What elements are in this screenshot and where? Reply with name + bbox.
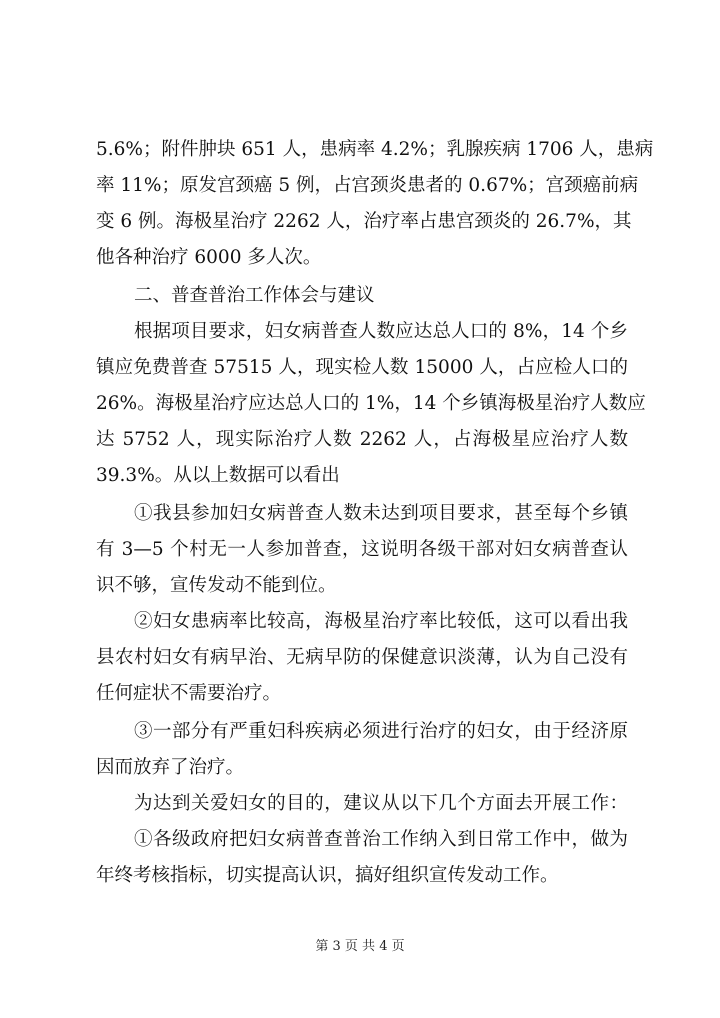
body-line: 任何症状不需要治疗。 [96, 683, 282, 704]
body-line: 率 11%；原发宫颈癌 5 例，占宫颈炎患者的 0.67%；宫颈癌前病 [96, 175, 639, 196]
section-heading: 二、普查普治工作体会与建议 [134, 285, 375, 306]
body-line: 5.6%；附件肿块 651 人，患病率 4.2%；乳腺疾病 1706 人，患病 [96, 139, 654, 160]
body-line: ①我县参加妇女病普查人数未达到项目要求，甚至每个乡镇 [134, 503, 628, 524]
body-line: 26%。海极星治疗应达总人口的 1%，14 个乡镇海极星治疗人数应 [96, 393, 646, 414]
body-line: 达 5752 人，现实际治疗人数 2262 人，占海极星应治疗人数 [96, 429, 628, 450]
body-line: 39.3%。从以上数据可以看出 [96, 465, 340, 486]
body-line: 县农村妇女有病早治、无病早防的保健意识淡薄，认为自己没有 [96, 647, 628, 668]
body-line: 有 3—5 个村无一人参加普查，这说明各级干部对妇女病普查认 [96, 539, 628, 560]
page-footer: 第 3 页 共 4 页 [315, 939, 405, 954]
body-line: ①各级政府把妇女病普查普治工作纳入到日常工作中，做为 [134, 829, 628, 850]
body-line: 变 6 例。海极星治疗 2262 人，治疗率占患宫颈炎的 26.7%，其 [96, 211, 632, 232]
body-line: ③一部分有严重妇科疾病必须进行治疗的妇女，由于经济原 [134, 721, 628, 742]
body-line: 识不够，宣传发动不能到位。 [96, 575, 337, 596]
body-line: 根据项目要求，妇女病普查人数应达总人口的 8%，14 个乡 [134, 321, 628, 342]
body-line: ②妇女患病率比较高，海极星治疗率比较低，这可以看出我 [134, 611, 628, 632]
body-line: 他各种治疗 6000 多人次。 [96, 247, 322, 268]
body-line: 镇应免费普查 57515 人，现实检人数 15000 人，占应检人口的 [96, 357, 628, 378]
body-line: 因而放弃了治疗。 [96, 757, 245, 778]
body-line: 为达到关爱妇女的目的，建议从以下几个方面去开展工作： [134, 793, 628, 814]
body-line: 年终考核指标，切实提高认识，搞好组织宣传发动工作。 [96, 865, 559, 886]
